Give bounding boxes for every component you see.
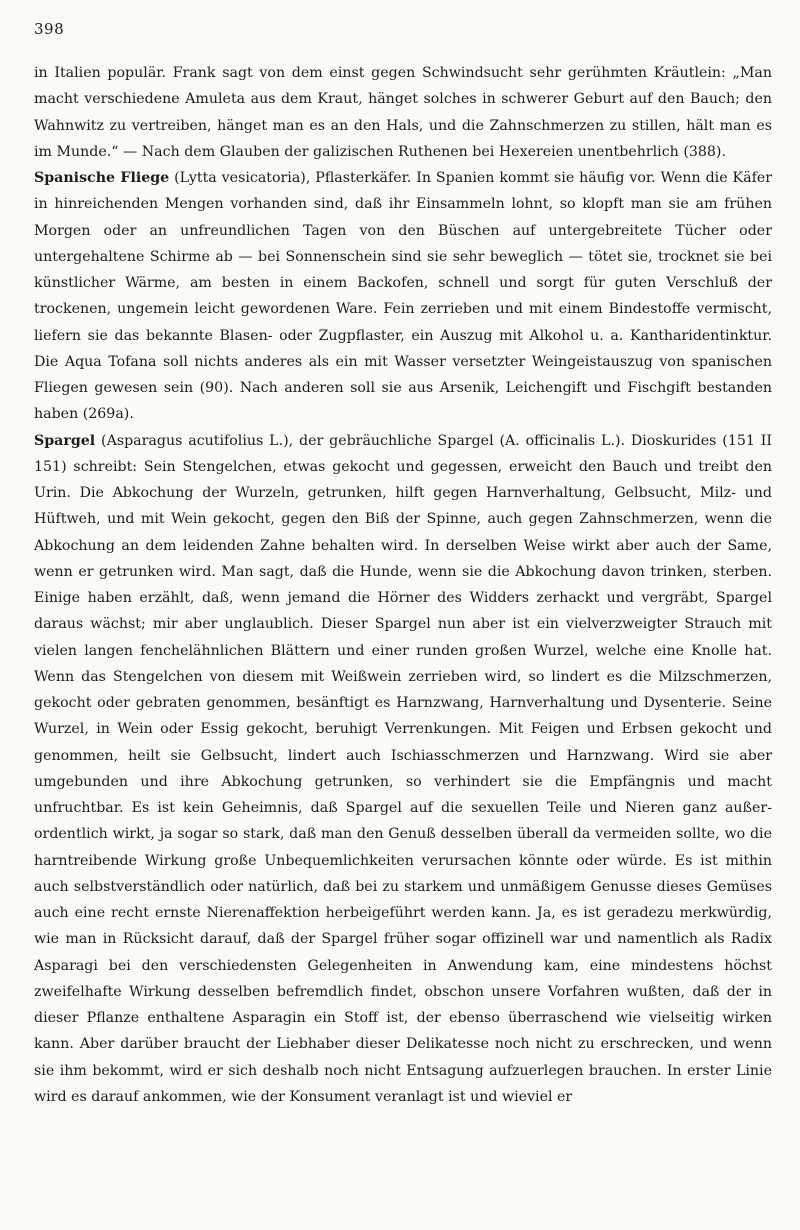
page-number: 398 (34, 20, 65, 38)
entry-text: (Lytta vesicatoria), Pflasterkäfer. In Spanien kommt sie häufig vor. Wenn die Käfer in hinreichenden Mengen vorhanden sind, daß ihr Einsammeln lohnt, so klopft man sie am frühen Morgen oder an unfreundlichen Tagen von den Büschen auf untergebreitete Tücher oder untergehaltene Schirme ab — bei Sonnenschein sind sie sehr beweglich — tötet sie, trocknet sie bei künstlicher Wärme, am besten in einem Backofen, schnell und sorgt für guten Verschluß der trockenen, ungemein leicht gewordenen Ware. Fein zerrieben und mit einem Bindestoffe vermischt, liefern sie das bekannte Blasen- oder Zugpflaster, ein Auszug mit Alkohol u. a. Kantharidentinktur. Die Aqua Tofana soll nichts anderes als ein mit Wasser versetzter Weingeistauszug von spanischen Fliegen gewesen sein (90). Nach anderen soll sie aus Arsenik, Leichengift und Fischgift bestanden haben (269a). (34, 170, 773, 423)
text-body (34, 60, 772, 1110)
entry-text: (Asparagus acutifolius L.), der gebräuchliche Spargel (A. officinalis L.). Dioskurides (151 II 151) schreibt: Sein Stengelchen, etwas gekocht und gegessen, erweicht den Bauch und treibt den Urin. Die Abkochung der Wurzeln, getrunken, hilft gegen Harnverhaltung, Gelbsucht, Milz- und Hüftweh, und mit Wein gekocht, gegen den Biß der Spinne, auch gegen Zahnschmerzen, wenn die Abkochung an dem leidenden Zahne behalten wird. In derselben Weise wirkt aber auch der Same, wenn er getrunken wird. Man sagt, daß die Hunde, wenn sie die Abkochung davon trinken, sterben. Einige haben erzählt, daß, wenn jemand die Hörner des Widders zerhackt und vergräbt, Spargel daraus wächst; mir aber unglaublich. Dieser Spargel nun aber ist ein vielverzweigter Strauch mit vielen langen fenchelähnlichen Blättern und einer runden großen Wurzel, welche eine Knolle hat. Wenn das Stengelchen von diesem mit Weißwein zerrieben wird, so lindert es die Milzschmerzen, gekocht oder gebraten genommen, besänftigt es Harnzwang, Harnverhaltung und Dysenterie. Seine Wurzel, in Wein oder Essig gekocht, beruhigt Verrenkungen. Mit Feigen und Erbsen gekocht und genommen, heilt sie Gelbsucht, lindert auch Ischiasschmerzen und Harnzwang. Wird sie aber umgebunden und ihre Abkochung getrunken, so verhindert sie die Empfängnis und macht unfruchtbar. Es ist kein Geheimnis, daß Spargel auf die sexuellen Teile und Nieren ganz außerordentlich wirkt, ja sogar so stark, daß man den Genuß desselben überall da vermeiden sollte, wo die harntreibende Wirkung große Unbequemlichkeiten verursachen könnte oder würde. Es ist mithin auch selbstverständlich oder natürlich, daß bei zu starkem und unmäßigem Genusse dieses Gemüses auch eine recht ernste Nierenaffektion herbeigeführt werden kann. Ja, es ist geradezu merkwürdig, wie man in Rücksicht darauf, daß der Spargel früher sogar offizinell war und namentlich als Radix Asparagi bei den verschiedensten Gelegenheiten in Anwendung kam, eine mindestens höchst zweifelhafte Wirkung desselben befremdlich findet, obschon unsere Vorfahren wußten, daß der in dieser Pflanze enthaltene Asparagin ein Stoff ist, der ebenso überraschend wie vielseitig wirken kann. Aber darüber braucht der Liebhaber dieser Delikatesse noch nicht zu erschrecken, und wenn sie ihm bekommt, wird er sich deshalb noch nicht Entsagung aufzuerlegen brauchen. In erster Linie wird es darauf ankommen, wie der Konsument veranlagt ist und wieviel er (34, 432, 772, 1105)
headword: Spanische Fliege (34, 170, 170, 186)
continuation-paragraph: in Italien populär. Frank sagt von dem einst gegen Schwindsucht sehr gerühmten Kräutlein: „Man macht verschiedene Amuleta aus dem Kraut, hänget solches in schwerer Geburt auf den Bauch; den Wahnwitz zu vertreiben, hänget man es an den Hals, und die Zahnschmerzen zu stillen, hält man es im Munde.“ — Nach dem Glauben der galizischen Ruthenen bei Hexereien unentbehrlich (388). (34, 65, 772, 160)
headword: Spargel (34, 432, 96, 449)
entry-spanische-fliege (34, 165, 772, 428)
entry-spargel (34, 428, 772, 1111)
